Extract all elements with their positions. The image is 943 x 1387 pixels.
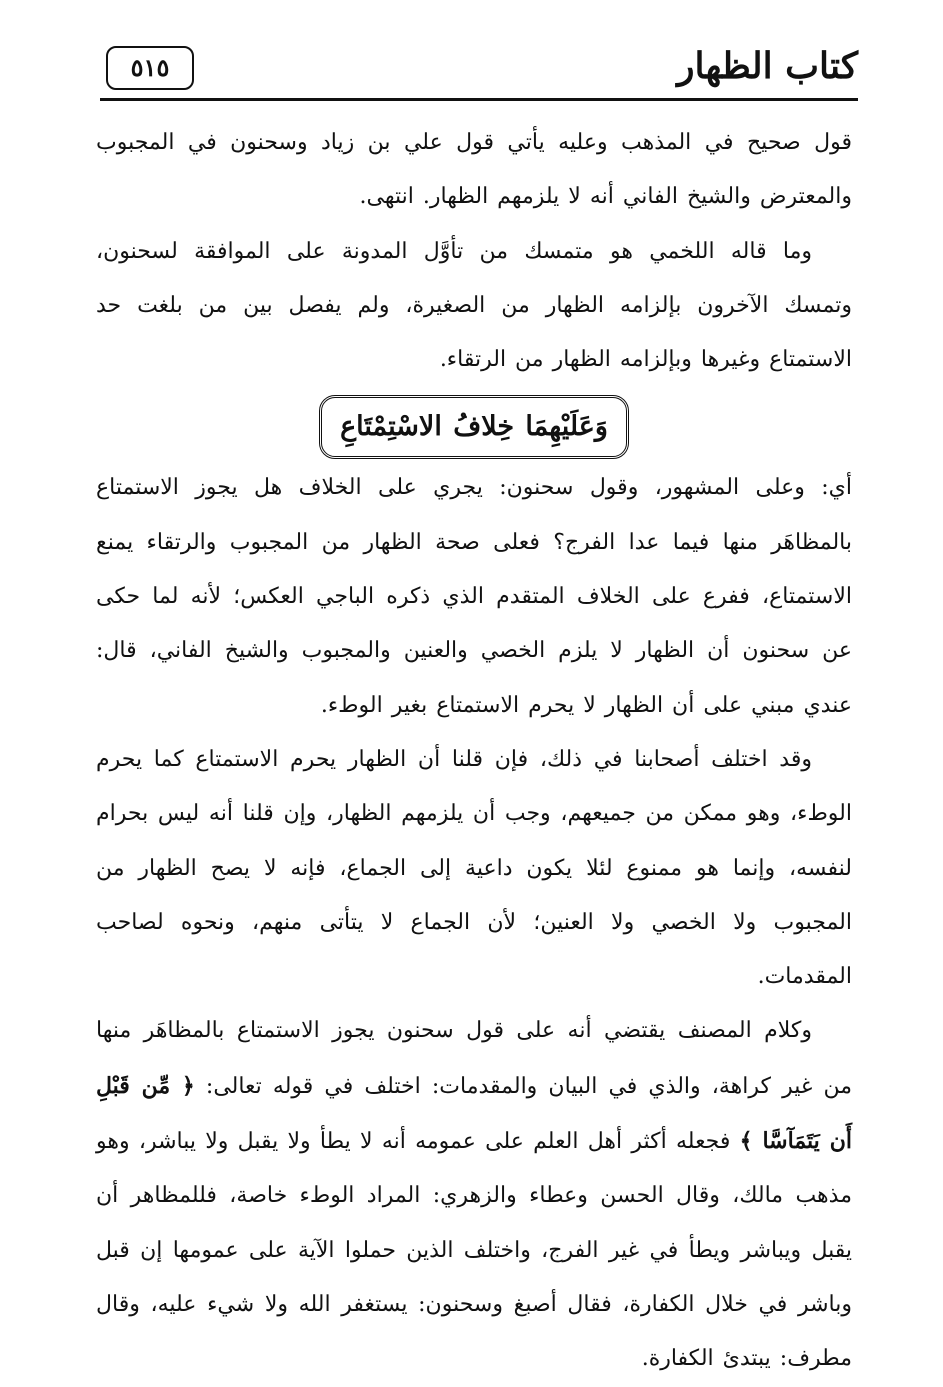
page-number-box: ٥١٥ [106, 46, 194, 90]
paragraph-4: وقد اختلف أصحابنا في ذلك، فإن قلنا أن الظهار يحرم الاستمتاع كما يحرم الوطء، وهو ممكن من جميعهم، وجب أن يلزمهم الظهار، وإن قلنا أنه ليس بحرام لنفسه، وإنما هو ممنوع لئلا يكون داعية إلى الجماع، فإنه لا يصح الظهار من المجبوب ولا الخصي ولا العنين؛ لأن الجماع لا يتأتى منهم، ونحوه لصاحب المقدمات. [96, 746, 852, 990]
paragraph-5 [96, 1004, 852, 1386]
paragraph-5-text-after: فجعله أكثر أهل العلم على عمومه أنه لا يطأ ولا يقبل ولا يباشر، وهو مذهب مالك، وقال الحسن وعطاء والزهري: المراد الوطء خاصة، فللمظاهر أن يقبل ويباشر ويطأ في غير الفرج، واختلف الذين حملوا الآية على عمومها إن قبل وباشر في خلال الكفارة، فقال أصبغ وسحنون: يستغفر الله ولا شيء عليه، وقال مطرف: يبتدئ الكفارة. [96, 1129, 852, 1372]
quran-quote: ﴿ مِّن قَبْلِ أَن يَتَمَآسَّا ﴾ [96, 1072, 852, 1155]
section-heading-wrapper [96, 395, 852, 459]
paragraph-5-text-before: وكلام المصنف يقتضي أنه على قول سحنون يجوز الاستمتاع بالمظاهَر منها من غير كراهة، والذي في البيان والمقدمات: اختلف في قوله تعالى: [96, 1018, 852, 1099]
running-title: كتاب الظهار [677, 45, 858, 87]
header-rule [100, 98, 858, 101]
section-heading: وَعَلَيْهِمَا خِلافُ الاسْتِمْتَاعِ [319, 395, 629, 459]
paragraph-1: قول صحيح في المذهب وعليه يأتي قول علي بن زياد وسحنون في المجبوب والمعترض والشيخ الفاني أنه لا يلزمهم الظهار. انتهى. [96, 130, 852, 210]
paragraph-3: أي: وعلى المشهور، وقول سحنون: يجري على الخلاف هل يجوز الاستمتاع بالمظاهَر منها فيما عدا الفرج؟ فعلى صحة الظهار من المجبوب والرتقاء يمنع الاستمتاع، ففرع على الخلاف المتقدم الذي ذكره الباجي العكس؛ لأنه لما حكى عن سحنون أن الظهار لا يلزم الخصي والعنين والمجبوب والشيخ الفاني، قال: عندي مبني على أن الظهار لا يحرم الاستمتاع بغير الوطء. [96, 475, 852, 718]
paragraph-2: وما قاله اللخمي هو متمسك من تأوَّل المدونة على الموافقة لسحنون، وتمسك الآخرون بإلزامه الظهار من الصغيرة، ولم يفصل بين من بلغت حد الاستمتاع وغيرها وبإلزامه الظهار من الرتقاء. [96, 238, 852, 373]
page-header [100, 40, 858, 96]
page-body [96, 116, 852, 1387]
